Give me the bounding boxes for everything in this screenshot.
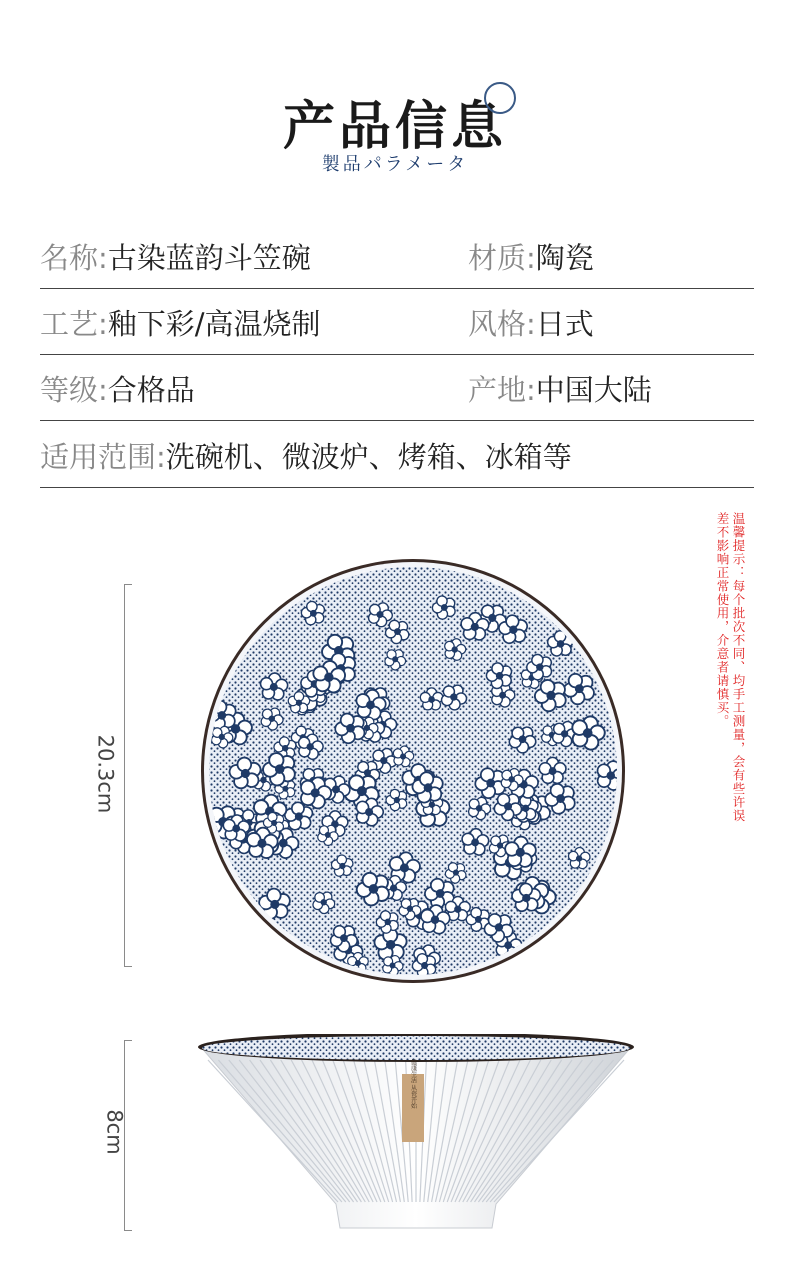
spec-value: 釉下彩/高温烧制: [107, 307, 321, 341]
page-subtitle: 製品パラメータ: [321, 154, 469, 175]
spec-value: 日式: [535, 307, 594, 341]
title-ring-decoration: [484, 82, 516, 114]
dimension-tick: [124, 584, 132, 585]
bowl-top-view-image: [186, 555, 642, 995]
diameter-dimension-line: [124, 584, 125, 966]
dimension-tick: [124, 1040, 132, 1041]
label-tag-text: 健康生活 从瓷开始: [409, 1059, 417, 1109]
spec-value: 陶瓷: [535, 241, 594, 275]
spec-label: 等级:: [40, 373, 108, 407]
height-label: 8cm: [102, 1109, 127, 1155]
spec-grade: [40, 368, 195, 409]
spec-value: 古染蓝韵斗笠碗: [107, 241, 311, 275]
spec-label: 风格:: [468, 307, 536, 341]
spec-label: 产地:: [468, 373, 536, 407]
spec-label: 名称:: [40, 241, 108, 275]
bowl-side-view-image: [196, 1034, 636, 1234]
spec-row: [40, 421, 754, 488]
dimension-tick: [124, 1230, 132, 1231]
spec-craft: [40, 302, 321, 343]
diameter-label: 20.3cm: [93, 734, 118, 814]
page-title: 产品信息: [282, 96, 507, 157]
spec-value: 合格品: [107, 373, 195, 407]
spec-label: 材质:: [468, 241, 536, 275]
spec-material: [468, 236, 594, 277]
spec-row: [40, 354, 754, 421]
spec-label: 适用范围:: [40, 440, 166, 474]
spec-style: [468, 302, 594, 343]
spec-value: 洗碗机、微波炉、烤箱、冰箱等: [165, 440, 572, 474]
spec-value: 中国大陆: [535, 373, 652, 407]
spec-origin: [468, 368, 652, 409]
dimension-tick: [124, 966, 132, 967]
spec-row: [40, 222, 754, 289]
spec-row: [40, 288, 754, 355]
spec-label: 工艺:: [40, 307, 108, 341]
spec-name: [40, 236, 311, 277]
spec-usage: [40, 435, 572, 476]
warm-notice: 温馨提示：每个批次不同、均手工测量，会有些许误差不影响正常使用，介意者请慎买。: [715, 512, 746, 823]
